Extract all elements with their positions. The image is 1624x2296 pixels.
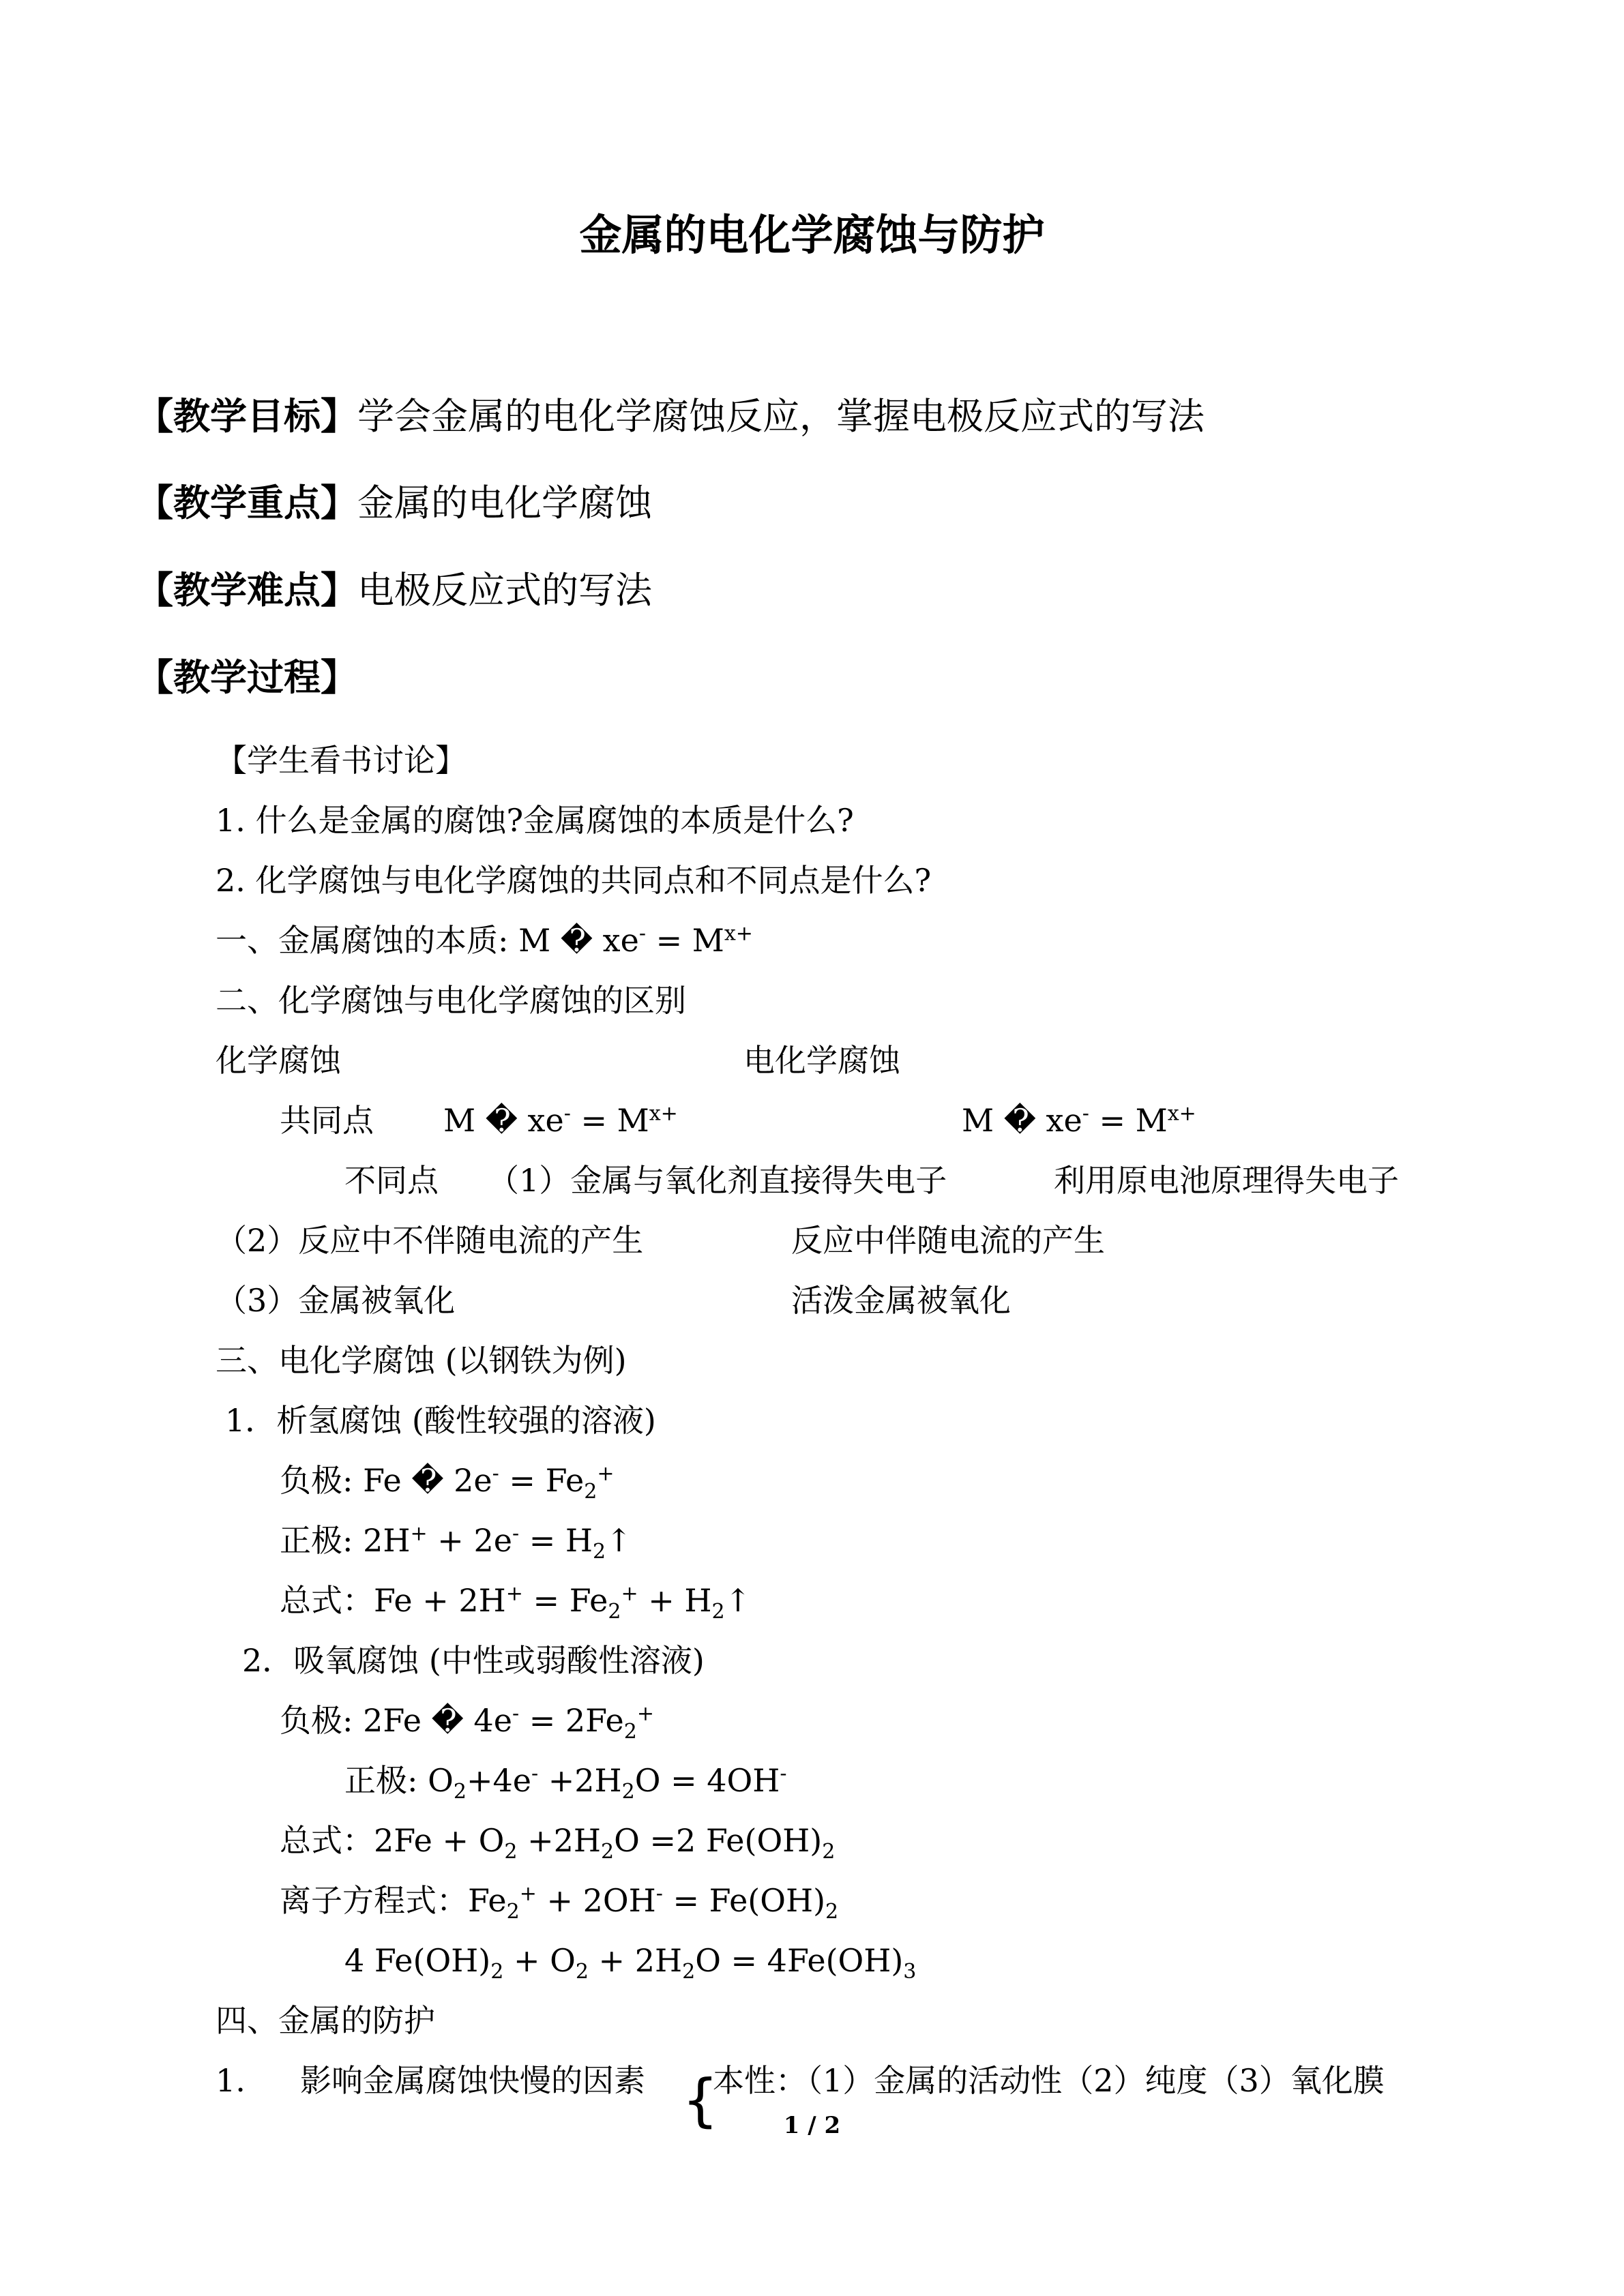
hydrogen-total: 总式：$Fe + 2H^+ = Fe_2^+$ + $H_2↑$ [280,1581,752,1624]
hydrogen-negative: 负极: Fe � $2e^- = Fe_2^+$ [280,1461,615,1504]
oxygen-negative: 负极: 2Fe � $4e^- = 2Fe_2^+$ [280,1701,654,1744]
question-2: 2. 化学腐蚀与电化学腐蚀的共同点和不同点是什么? [216,862,932,899]
focus-text: 金属的电化学腐蚀 [357,481,652,524]
hydrogen-title: 1．析氢腐蚀 (酸性较强的溶液) [225,1402,656,1439]
diff-label: 不同点 [344,1162,439,1199]
diff3-left: （3）金属被氧化 [216,1282,456,1319]
difficulty-row [136,566,652,614]
part3-heading: 三、电化学腐蚀 (以钢铁为例) [216,1342,627,1379]
difficulty-text: 电极反应式的写法 [357,569,652,612]
page-title: 金属的电化学腐蚀与防护 [579,210,1045,260]
diff2-right: 反应中伴随电流的产生 [791,1222,1105,1259]
brace-icon: { [682,2067,719,2134]
factor-text: 本性：（1）金属的活动性（2）纯度（3）氧化膜 [713,2062,1385,2099]
essence-line: 一、金属腐蚀的本质: M � $xe^- = M^{x+}$ [216,921,753,959]
common-label: 共同点 [280,1102,374,1139]
ion-equation: 离子方程式：$Fe_2^+ + 2OH^- = Fe(OH)_2$ [280,1881,839,1924]
common-eq-left: M � $xe^- = M^{x+}$ [443,1101,678,1139]
oxygen-title: 2．吸氧腐蚀 (中性或弱酸性溶液) [242,1642,705,1679]
hydrogen-positive: 正极: $2H^+ + 2e^- = H_2↑$ [280,1521,632,1564]
page-number: 1 / 2 [783,2112,841,2139]
factor-number: 1. [216,2062,246,2099]
col-right-label: 电化学腐蚀 [743,1042,900,1079]
discussion-heading: 【学生看书讨论】 [216,742,467,779]
diff3-right: 活泼金属被氧化 [791,1282,1011,1319]
focus-label: 【教学重点】 [136,481,357,524]
part4-heading: 四、金属的防护 [216,2002,435,2039]
focus-row [136,479,652,527]
oxygen-total: 总式：$2Fe + O_2 +2H_2O =2$ $Fe(OH)_2$ [280,1822,836,1864]
diff1-right: 利用原电池原理得失电子 [1054,1162,1399,1199]
diff2-left: （2）反应中不伴随电流的产生 [216,1222,644,1259]
diff1-left: （1）金属与氧化剂直接得失电子 [488,1162,947,1199]
factor-label: 影响金属腐蚀快慢的因素 [300,2062,645,2099]
process-label: 【教学过程】 [136,655,357,699]
goal-label: 【教学目标】 [136,394,357,438]
part2-heading: 二、化学腐蚀与电化学腐蚀的区别 [216,982,686,1019]
goal-text: 学会金属的电化学腐蚀反应，掌握电极反应式的写法 [357,395,1205,438]
difficulty-label: 【教学难点】 [136,568,357,612]
goal-row [136,392,1205,441]
last-equation: 4 $Fe(OH)_2 + O_2 + 2H_2O = 4Fe(OH)_3$ [344,1942,917,1984]
question-1: 1. 什么是金属的腐蚀?金属腐蚀的本质是什么? [216,802,854,839]
col-left-label: 化学腐蚀 [216,1042,341,1079]
common-eq-right: M � $xe^- = M^{x+}$ [962,1101,1196,1139]
oxygen-positive: 正极: $O_2+4e^- +2H_2O = 4OH^-$ [344,1761,787,1804]
